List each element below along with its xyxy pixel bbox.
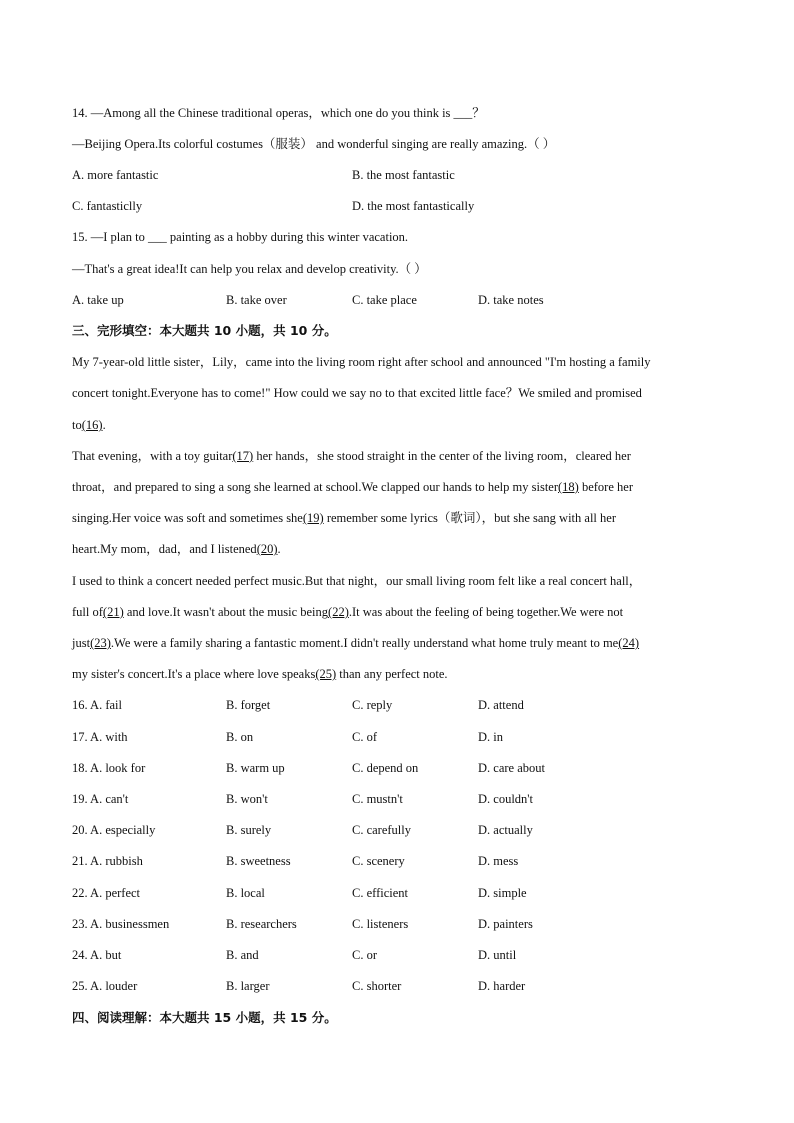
cloze-option-18c: C. depend on xyxy=(352,761,419,775)
passage-line xyxy=(72,541,732,557)
cloze-option-18d: D. care about xyxy=(478,761,545,775)
passage-text: . xyxy=(277,542,281,556)
passage-text: her hands，she stood straight in the center of the living room，cleared her xyxy=(253,449,631,463)
q14-option-d: D. the most fantastically xyxy=(352,199,475,213)
q15-response: —That's a great idea!It can help you relax and develop creativity.（ ） xyxy=(72,262,427,276)
cloze-option-22a: 22. A. perfect xyxy=(72,886,141,900)
cloze-option-17a: 17. A. with xyxy=(72,730,128,744)
passage-text: my sister's concert.It's a place where love speaks xyxy=(72,667,316,681)
passage-text: .We were a family sharing a fantastic moment.I didn't really understand what home truly meant to me xyxy=(110,636,619,650)
cloze-option-19a: 19. A. can't xyxy=(72,792,129,806)
passage-text: .It was about the feeling of being together.We were not xyxy=(348,605,624,619)
cloze-option-17b: B. on xyxy=(226,730,254,744)
passage-text: than any perfect note. xyxy=(336,667,448,681)
blank-19: (19) xyxy=(302,511,324,525)
cloze-option-24c: C. or xyxy=(352,948,377,962)
passage-text: before her xyxy=(578,480,633,494)
q15-option-d: D. take notes xyxy=(478,293,544,307)
cloze-option-23b: B. researchers xyxy=(226,917,297,931)
cloze-option-22c: C. efficient xyxy=(352,886,408,900)
cloze-option-21c: C. scenery xyxy=(352,854,405,868)
cloze-option-22b: B. local xyxy=(226,886,265,900)
blank-24: (24) xyxy=(618,636,640,650)
cloze-option-18a: 18. A. look for xyxy=(72,761,146,775)
blank-16: (16) xyxy=(81,418,103,432)
passage-text: heart.My mom，dad，and I listened xyxy=(72,542,257,556)
cloze-option-21b: B. sweetness xyxy=(226,854,291,868)
passage-line xyxy=(72,479,732,495)
passage-text: full of xyxy=(72,605,103,619)
passage-text: to xyxy=(72,418,82,432)
passage-text: just xyxy=(72,636,91,650)
cloze-option-16d: D. attend xyxy=(478,698,524,712)
blank-18: (18) xyxy=(558,480,579,494)
cloze-option-23c: C. listeners xyxy=(352,917,409,931)
q14-response: —Beijing Opera.Its colorful costumes（服装） and wonderful singing are really amazing.（ ） xyxy=(72,137,556,151)
cloze-option-23d: D. painters xyxy=(478,917,533,931)
section-4-title: 四、阅读理解：本大题共 15 小题，共 15 分。 xyxy=(72,1010,337,1025)
cloze-option-25d: D. harder xyxy=(478,979,526,993)
cloze-option-20b: B. surely xyxy=(226,823,272,837)
section-3-title: 三、完形填空：本大题共 10 小题，共 10 分。 xyxy=(72,323,337,338)
q14-option-c: C. fantasticlly xyxy=(72,199,143,213)
blank-20: (20) xyxy=(256,542,278,556)
cloze-option-24a: 24. A. but xyxy=(72,948,122,962)
cloze-option-23a: 23. A. businessmen xyxy=(72,917,170,931)
cloze-option-25c: C. shorter xyxy=(352,979,402,993)
q15-option-b: B. take over xyxy=(226,293,287,307)
passage-line xyxy=(72,510,732,526)
passage-text: . xyxy=(102,418,106,432)
q14-question: 14. —Among all the Chinese traditional operas，which one do you think is ___？ xyxy=(72,106,485,120)
blank-21: (21) xyxy=(102,605,124,619)
q15-question: 15. —I plan to ___ painting as a hobby during this winter vacation. xyxy=(72,230,409,244)
cloze-option-24d: D. until xyxy=(478,948,517,962)
q15-option-a: A. take up xyxy=(72,293,124,307)
cloze-option-19b: B. won't xyxy=(226,792,268,806)
blank-23: (23) xyxy=(90,636,111,650)
cloze-option-16a: 16. A. fail xyxy=(72,698,122,712)
q14-option-a: A. more fantastic xyxy=(72,168,159,182)
q14-option-b: B. the most fantastic xyxy=(352,168,455,182)
passage-line: concert tonight.Everyone has to come!" How could we say no to that excited little face？We smiled and promised xyxy=(72,386,642,400)
passage-line xyxy=(72,666,732,682)
passage-text: That evening，with a toy guitar xyxy=(72,449,233,463)
passage-line xyxy=(72,604,732,620)
passage-text: remember some lyrics（歌词），but she sang with all her xyxy=(323,511,616,525)
q15-option-c: C. take place xyxy=(352,293,417,307)
cloze-option-25a: 25. A. louder xyxy=(72,979,138,993)
cloze-option-17c: C. of xyxy=(352,730,377,744)
cloze-option-21d: D. mess xyxy=(478,854,519,868)
passage-text: throat，and prepared to sing a song she learned at school.We clapped our hands to help my sister xyxy=(72,480,559,494)
cloze-option-20c: C. carefully xyxy=(352,823,412,837)
passage-line xyxy=(72,635,732,651)
passage-text: and love.It wasn't about the music being xyxy=(123,605,329,619)
blank-22: (22) xyxy=(328,605,349,619)
blank-17: (17) xyxy=(232,449,254,463)
cloze-option-22d: D. simple xyxy=(478,886,527,900)
cloze-option-24b: B. and xyxy=(226,948,259,962)
passage-line xyxy=(72,448,732,464)
cloze-option-20a: 20. A. especially xyxy=(72,823,156,837)
cloze-option-21a: 21. A. rubbish xyxy=(72,854,143,868)
passage-text: singing.Her voice was soft and sometimes she xyxy=(72,511,303,525)
cloze-option-20d: D. actually xyxy=(478,823,533,837)
cloze-option-17d: D. in xyxy=(478,730,503,744)
blank-25: (25) xyxy=(315,667,337,681)
passage-line xyxy=(72,417,732,433)
cloze-option-18b: B. warm up xyxy=(226,761,285,775)
cloze-option-16c: C. reply xyxy=(352,698,393,712)
cloze-option-16b: B. forget xyxy=(226,698,271,712)
passage-line: I used to think a concert needed perfect music.But that night，our small living room felt like a real concert hall， xyxy=(72,574,642,588)
cloze-option-19d: D. couldn't xyxy=(478,792,534,806)
cloze-option-25b: B. larger xyxy=(226,979,270,993)
cloze-option-19c: C. mustn't xyxy=(352,792,403,806)
passage-line: My 7-year-old little sister，Lily，came into the living room right after school and announced "I'm hosting a family xyxy=(72,355,651,369)
